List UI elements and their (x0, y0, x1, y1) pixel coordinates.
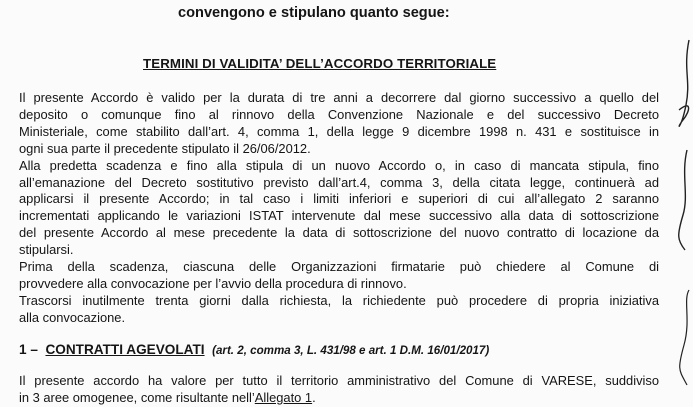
section-title: TERMINI DI VALIDITA’ DELL’ACCORDO TERRITORIALE (143, 56, 497, 71)
body-line: Ministeriale, come stabilito dall’art. 4, comma 1, della legge 9 dicembre 1998 n. 431 e sostituisce in (19, 123, 659, 139)
footer-line-2 (19, 390, 659, 407)
scope-paragraph (19, 373, 659, 407)
footer-line-2-suffix: . (312, 389, 316, 405)
body-line: Trascorsi inutilmente trenta giorni dalla richiesta, la richiedente può procedere di propria iniziativa (19, 292, 659, 308)
section-number: 1 – (19, 342, 38, 357)
body-line: del presente Accordo al mese precedente la data di sottoscrizione del nuovo contratto di locazione da (19, 225, 659, 241)
body-line: all’emanazione del Decreto sostitutivo previsto dall’art.4, comma 3, della citata legge, continuerà ad (19, 174, 659, 190)
body-line: deposito o comunque fino al rinnovo della Convenzione Nazionale e del successivo Decreto (19, 106, 659, 122)
footer-line-1: Il presente accordo ha valore per tutto il territorio amministrativo del Comune di VARESE, suddiviso (19, 373, 659, 388)
body-line: alla convocazione. (19, 309, 126, 325)
section-heading (19, 342, 489, 357)
body-line: applicarsi il presente Accordo; in tal caso i limiti inferiori e superiori di cui all’allegato 2 saranno (19, 191, 659, 207)
section-reference: (art. 2, comma 3, L. 431/98 e art. 1 D.M. 16/01/2017) (212, 344, 490, 357)
body-line: Prima della scadenza, ciascuna delle Organizzazioni firmatarie può chiedere al Comune di (19, 259, 659, 275)
section-label: CONTRATTI AGEVOLATI (45, 342, 205, 357)
body-line: incrementati applicando le variazioni ISTAT intervenute dal mese successivo alla data di sottoscrizione (19, 208, 659, 224)
body-line: provvedere alla convocazione per l’avvio della procedura di rinnovo. (19, 275, 407, 291)
intro-line: convengono e stipulano quanto segue: (178, 5, 450, 21)
body-line: Alla predetta scadenza e fino alla stipula di un nuovo Accordo o, in caso di mancata stipula, fino (19, 157, 659, 173)
allegato-reference: Allegato 1 (254, 389, 313, 405)
body-line: ogni sua parte il precedente stipulato il 26/06/2012. (19, 140, 311, 156)
validity-paragraphs (19, 90, 659, 327)
margin-signature-marks (653, 0, 693, 404)
body-line: stipularsi. (19, 242, 74, 258)
footer-line-2-prefix: in 3 aree omogenee, come risultante nell’ (19, 389, 255, 405)
body-line: Il presente Accordo è valido per la durata di tre anni a decorrere dal giorno successivo a quello del (19, 90, 659, 105)
